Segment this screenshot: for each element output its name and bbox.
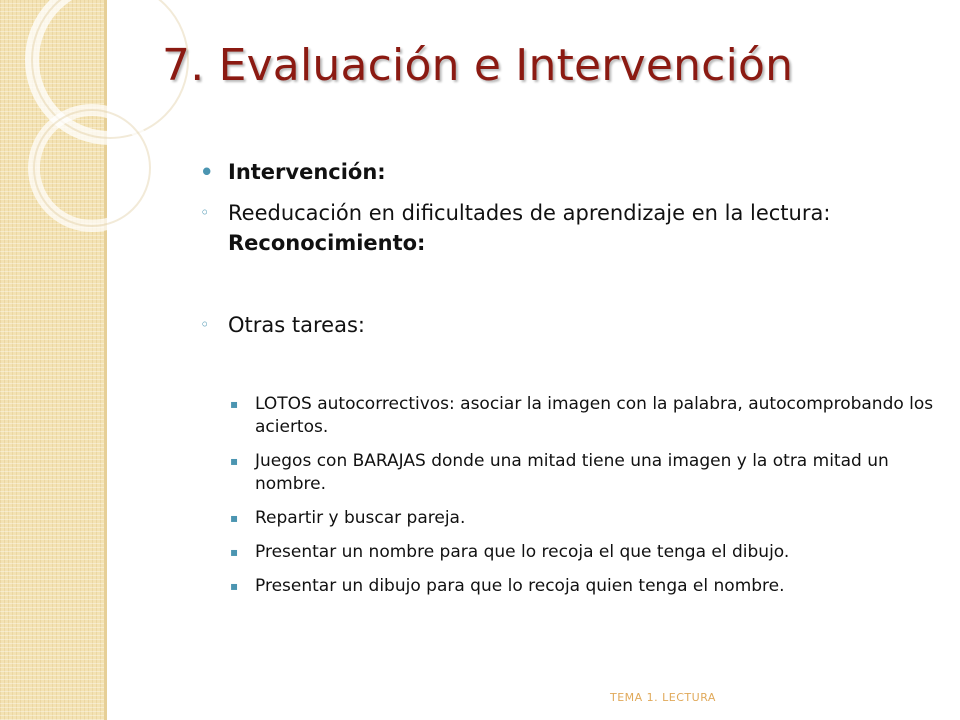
task-item bbox=[200, 575, 945, 598]
ring-ornament-small-edge bbox=[34, 110, 150, 226]
circle-bullet-icon: ◦ bbox=[200, 315, 210, 334]
task-item-text: Juegos con BARAJAS donde una mitad tiene una imagen y la otra mitad un nombre. bbox=[255, 451, 889, 494]
slide-title: 7. Evaluación e Intervención bbox=[162, 40, 794, 91]
sub-bullet-otras-tareas bbox=[200, 310, 945, 340]
task-item-text: Presentar un nombre para que lo recoja el que tenga el dibujo. bbox=[255, 542, 790, 562]
task-item bbox=[200, 450, 945, 496]
bullet-dot-icon: • bbox=[200, 160, 214, 184]
task-item bbox=[200, 507, 945, 530]
square-bullet-icon: ▪ bbox=[230, 545, 239, 559]
square-bullet-icon: ▪ bbox=[230, 579, 239, 593]
slide-body bbox=[200, 160, 945, 609]
task-item-text: Presentar un dibujo para que lo recoja quien tenga el nombre. bbox=[255, 576, 785, 596]
square-bullet-icon: ▪ bbox=[230, 511, 239, 525]
bullet-intervencion-label: Intervención: bbox=[228, 160, 386, 184]
sub-bullet-reeducacion bbox=[200, 198, 945, 258]
sub-bullet-otras-tareas-label: Otras tareas: bbox=[228, 313, 365, 337]
sub-bullet-reeducacion-text: Reeducación en dificultades de aprendizaje en la lectura: bbox=[228, 201, 831, 225]
sub-bullet-reeducacion-bold: Reconocimiento: bbox=[228, 231, 426, 255]
task-item bbox=[200, 541, 945, 564]
task-item-text: LOTOS autocorrectivos: asociar la imagen con la palabra, autocomprobando los aciertos. bbox=[255, 394, 934, 437]
task-item bbox=[200, 393, 945, 439]
task-list bbox=[200, 393, 945, 598]
bullet-intervencion bbox=[200, 160, 945, 184]
square-bullet-icon: ▪ bbox=[230, 454, 239, 468]
circle-bullet-icon: ◦ bbox=[200, 203, 210, 222]
square-bullet-icon: ▪ bbox=[230, 397, 239, 411]
task-item-text: Repartir y buscar pareja. bbox=[255, 508, 466, 528]
slide-footer: TEMA 1. LECTURA bbox=[610, 691, 716, 704]
